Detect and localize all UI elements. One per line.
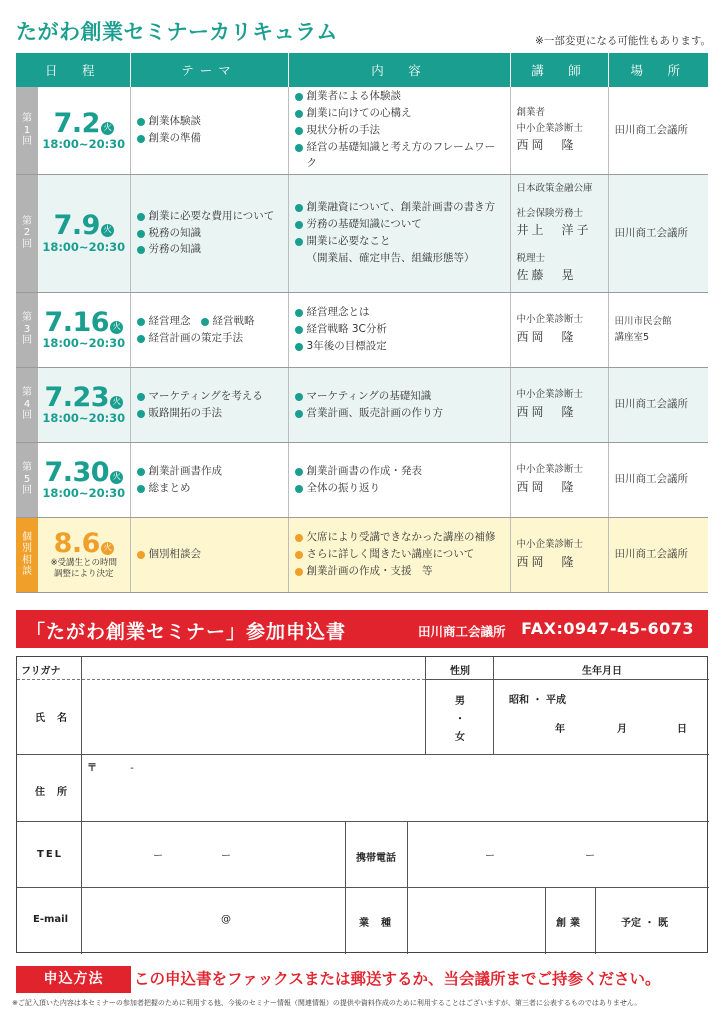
- gender-options[interactable]: 男 ・ 女: [455, 696, 465, 743]
- session-number: 第 4 回: [16, 367, 38, 442]
- session-lecturer: 創業者 中小企業診断士 西岡 隆: [510, 87, 608, 174]
- weekday-badge: 火: [110, 471, 123, 484]
- application-header: [16, 610, 708, 648]
- session-lecturer: 日本政策金融公庫 社会保険労務士 井上 洋子 税理士 佐藤 晃: [510, 174, 608, 292]
- session-theme: マーケティングを考える 販路開拓の手法: [130, 367, 288, 442]
- application-org: 田川商工会議所: [418, 624, 506, 639]
- session-place: 田川商工会議所: [608, 174, 708, 292]
- industry-label: 業種: [359, 918, 403, 929]
- session-content: 創業者による体験談 創業に向けての心構え 現状分析の手法 経営の基礎知識と考え方のフレームワーク: [288, 87, 510, 174]
- table-header-row: [16, 53, 708, 87]
- session-row-1: [16, 87, 708, 174]
- session-lecturer: 中小企業診断士 西岡 隆: [510, 442, 608, 517]
- session-date: 7.30 火 18:00~20:30: [38, 442, 130, 517]
- session-number: 第 2 回: [16, 174, 38, 292]
- mobile-label: 携帯電話: [356, 853, 396, 864]
- name-label: 氏名: [35, 713, 79, 724]
- postal-mark: 〒: [87, 763, 97, 774]
- email-field[interactable]: @: [221, 914, 231, 925]
- session-content: 欠席により受講できなかった講座の補修 さらに詳しく聞きたい講座について 創業計画の作成・支援 等: [288, 517, 510, 592]
- postal-dash: -: [130, 763, 134, 774]
- application-form: [16, 656, 708, 953]
- session-place: 田川商工会議所: [608, 367, 708, 442]
- application-fax: FAX:0947-45-6073: [521, 619, 694, 638]
- weekday-badge: 火: [101, 224, 114, 237]
- session-content: 経営理念とは 経営戦略 3C分析 3年後の目標設定: [288, 292, 510, 367]
- session-place: 田川商工会議所: [608, 517, 708, 592]
- session-content: 創業融資について、創業計画書の書き方 労務の基礎知識について 開業に必要なこと （開業届、確定申告、組織形態等）: [288, 174, 510, 292]
- weekday-badge: 火: [101, 122, 114, 135]
- method-label: 申込方法: [16, 966, 131, 993]
- session-date: 7.9 火 18:00~20:30: [38, 174, 130, 292]
- address-label: 住所: [35, 787, 79, 798]
- privacy-footnote: ※ご記入頂いた内容は本セミナーの参加者把握のために利用する他、今後のセミナー情報（関連情報）の提供や資料作成のために利用することはございますが、第三者に公表するものではありません。: [12, 999, 642, 1007]
- session-date: 7.2 火 18:00~20:30: [38, 87, 130, 174]
- session-row-2: [16, 174, 708, 292]
- session-time: 18:00~20:30: [42, 239, 126, 254]
- tel-label: TEL: [37, 849, 64, 860]
- weekday-badge: 火: [110, 321, 123, 334]
- session-place: 田川商工会議所: [608, 442, 708, 517]
- session-content: マーケティングの基礎知識 営業計画、販売計画の作り方: [288, 367, 510, 442]
- session-place: 田川市民会館 講座室5: [608, 292, 708, 367]
- furigana-field[interactable]: [83, 658, 423, 678]
- address-field[interactable]: [87, 759, 687, 817]
- session-number: 第 5 回: [16, 442, 38, 517]
- startup-label: 創業: [556, 918, 584, 929]
- session-date: 8.6 火 ※受講生との時間 調整により決定: [38, 517, 130, 592]
- session-theme: 経営理念 経営戦略 経営計画の策定手法: [130, 292, 288, 367]
- session-time: 18:00~20:30: [42, 336, 126, 351]
- method-text: この申込書をファックスまたは郵送するか、当会議所までご持参ください。: [134, 970, 661, 988]
- day-unit: 日: [677, 724, 687, 735]
- industry-field[interactable]: [409, 889, 543, 952]
- application-title: 「たがわ創業セミナー」参加申込書: [26, 621, 347, 643]
- name-field[interactable]: [83, 681, 423, 753]
- weekday-badge: 火: [101, 542, 114, 555]
- header-lecturer: 講 師: [510, 53, 608, 87]
- birthdate-label: 生年月日: [582, 666, 622, 677]
- session-theme: 創業に必要な費用について 税務の知識 労務の知識: [130, 174, 288, 292]
- header-content: 内 容: [288, 53, 510, 87]
- furigana-label: フリガナ: [21, 666, 61, 677]
- month-unit: 月: [617, 724, 627, 735]
- session-row-5: [16, 442, 708, 517]
- gender-label: 性別: [450, 666, 470, 677]
- session-number: 第 3 回: [16, 292, 38, 367]
- header-schedule: 日 程: [16, 53, 130, 87]
- weekday-badge: 火: [110, 396, 123, 409]
- startup-options[interactable]: 予定 ・ 既: [621, 918, 668, 929]
- change-note: ※一部変更になる可能性もあります。: [535, 35, 711, 47]
- session-time: 18:00~20:30: [42, 411, 126, 426]
- header-theme: テーマ: [130, 53, 288, 87]
- date-note: ※受講生との時間 調整により決定: [50, 558, 118, 580]
- era-options[interactable]: 昭和 ・ 平成: [509, 695, 566, 706]
- session-content: 創業計画書の作成・発表 全体の振り返り: [288, 442, 510, 517]
- session-lecturer: 中小企業診断士 西岡 隆: [510, 367, 608, 442]
- session-theme: 創業体験談 創業の準備: [130, 87, 288, 174]
- session-number: 個 別 相 談: [16, 517, 38, 592]
- session-theme: 創業計画書作成 総まとめ: [130, 442, 288, 517]
- page-title: たがわ創業セミナーカリキュラム: [16, 20, 338, 44]
- session-time: 18:00~20:30: [42, 486, 126, 501]
- session-row-4: [16, 367, 708, 442]
- curriculum-table: [16, 53, 708, 593]
- session-theme: 個別相談会: [130, 517, 288, 592]
- email-label: E-mail: [33, 914, 69, 925]
- mobile-field[interactable]: ー ー: [485, 851, 595, 862]
- header-place: 場 所: [608, 53, 708, 87]
- tel-field[interactable]: ー ー: [153, 851, 231, 862]
- session-number: 第 1 回: [16, 87, 38, 174]
- session-time: 18:00~20:30: [42, 137, 126, 152]
- session-date: 7.23 火 18:00~20:30: [38, 367, 130, 442]
- session-row-individual: [16, 517, 708, 592]
- session-date: 7.16 火 18:00~20:30: [38, 292, 130, 367]
- session-row-3: [16, 292, 708, 367]
- session-place: 田川商工会議所: [608, 87, 708, 174]
- session-lecturer: 中小企業診断士 西岡 隆: [510, 292, 608, 367]
- year-unit: 年: [555, 724, 565, 735]
- session-lecturer: 中小企業診断士 西岡 隆: [510, 517, 608, 592]
